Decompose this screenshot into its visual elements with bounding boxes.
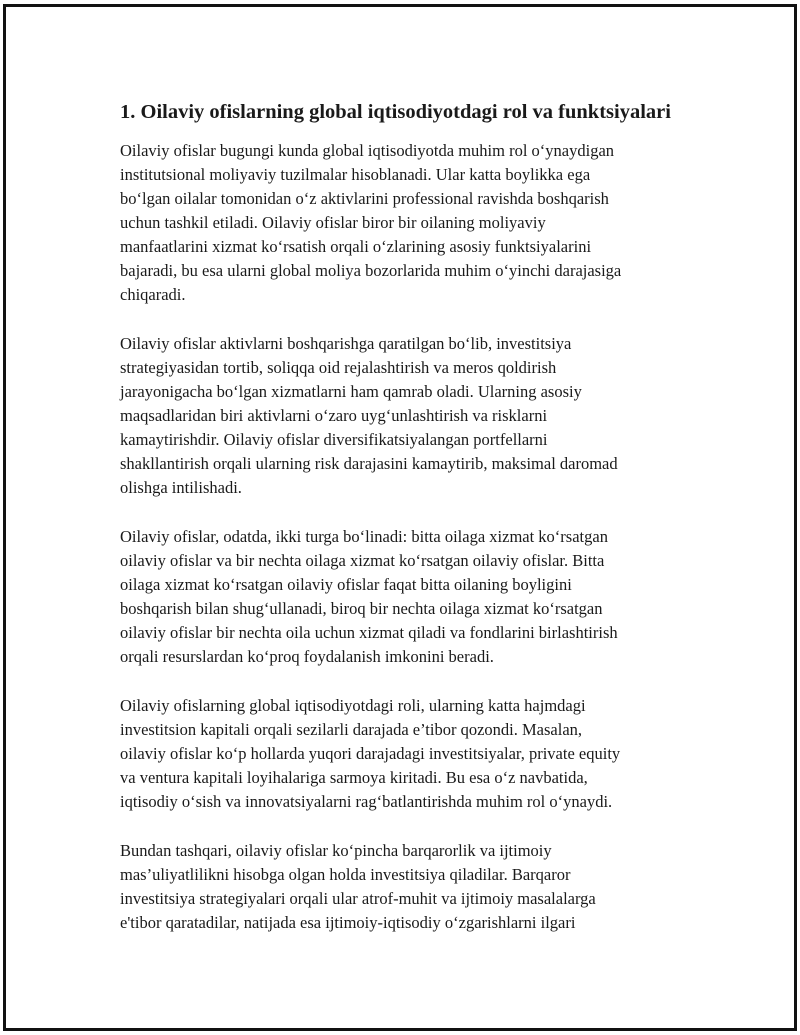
text-line: Oilaviy ofislarning global iqtisodiyotdagi roli, ularning katta hajmdagi <box>120 696 586 715</box>
paragraph-5 <box>120 839 710 935</box>
page-frame <box>3 4 797 1031</box>
text-line: investitsiya strategiyalari orqali ular atrof-muhit va ijtimoiy masalalarga <box>120 889 596 908</box>
text-line: institutsional moliyaviy tuzilmalar hisoblanadi. Ular katta boylikka ega <box>120 165 591 184</box>
text-line: chiqaradi. <box>120 285 186 304</box>
text-line: Oilaviy ofislar bugungi kunda global iqtisodiyotda muhim rol o‘ynaydigan <box>120 141 615 160</box>
text-line: bajaradi, bu esa ularni global moliya bozorlarida muhim o‘yinchi darajasiga <box>120 261 622 280</box>
paragraph-2 <box>120 332 710 500</box>
text-line: shakllantirish orqali ularning risk darajasini kamaytirib, maksimal daromad <box>120 454 618 473</box>
paragraph-3 <box>120 525 710 669</box>
text-line: Oilaviy ofislar, odatda, ikki turga bo‘linadi: bitta oilaga xizmat ko‘rsatgan <box>120 527 608 546</box>
section-heading: 1. Oilaviy ofislarning global iqtisodiyotdagi rol va funktsiyalari <box>120 101 671 123</box>
paragraph-1 <box>120 139 710 307</box>
text-line: oilaviy ofislar bir nechta oila uchun xizmat qiladi va fondlarini birlashtirish <box>120 623 618 642</box>
text-line: bo‘lgan oilalar tomonidan o‘z aktivlarini professional ravishda boshqarish <box>120 189 609 208</box>
text-line: strategiyasidan tortib, soliqqa oid rejalashtirish va meros qoldirish <box>120 358 557 377</box>
text-line: va ventura kapitali loyihalariga sarmoya kiritadi. Bu esa o‘z navbatida, <box>120 768 588 787</box>
text-line: jarayonigacha bo‘lgan xizmatlarni ham qamrab oladi. Ularning asosiy <box>120 382 582 401</box>
text-line: iqtisodiy o‘sish va innovatsiyalarni rag‘batlantirishda muhim rol o‘ynaydi. <box>120 792 613 811</box>
text-line: boshqarish bilan shug‘ullanadi, biroq bir nechta oilaga xizmat ko‘rsatgan <box>120 599 603 618</box>
text-line: Oilaviy ofislar aktivlarni boshqarishga qaratilgan bo‘lib, investitsiya <box>120 334 572 353</box>
text-line: maqsadlaridan biri aktivlarni o‘zaro uyg‘unlashtirish va risklarni <box>120 406 548 425</box>
text-line: mas’uliyatlilikni hisobga olgan holda investitsiya qiladilar. Barqaror <box>120 865 571 884</box>
text-line: e'tibor qaratadilar, natijada esa ijtimoiy-iqtisodiy o‘zgarishlarni ilgari <box>120 913 576 932</box>
document-body <box>120 98 710 960</box>
text-line: orqali resurslardan ko‘proq foydalanish imkonini beradi. <box>120 647 494 666</box>
text-line: uchun tashkil etiladi. Oilaviy ofislar biror bir oilaning moliyaviy <box>120 213 546 232</box>
text-line: oilaga xizmat ko‘rsatgan oilaviy ofislar faqat bitta oilaning boyligini <box>120 575 572 594</box>
text-line: oilaviy ofislar ko‘p hollarda yuqori darajadagi investitsiyalar, private equity <box>120 744 621 763</box>
text-line: Bundan tashqari, oilaviy ofislar ko‘pincha barqarorlik va ijtimoiy <box>120 841 552 860</box>
text-line: manfaatlarini xizmat ko‘rsatish orqali o‘zlarining asosiy funktsiyalarini <box>120 237 592 256</box>
text-line: oilaviy ofislar va bir nechta oilaga xizmat ko‘rsatgan oilaviy ofislar. Bitta <box>120 551 605 570</box>
paragraph-4 <box>120 694 710 814</box>
text-line: kamaytirishdir. Oilaviy ofislar diversifikatsiyalangan portfellarni <box>120 430 548 449</box>
text-line: investitsion kapitali orqali sezilarli darajada e’tibor qozondi. Masalan, <box>120 720 583 739</box>
text-line: olishga intilishadi. <box>120 478 242 497</box>
